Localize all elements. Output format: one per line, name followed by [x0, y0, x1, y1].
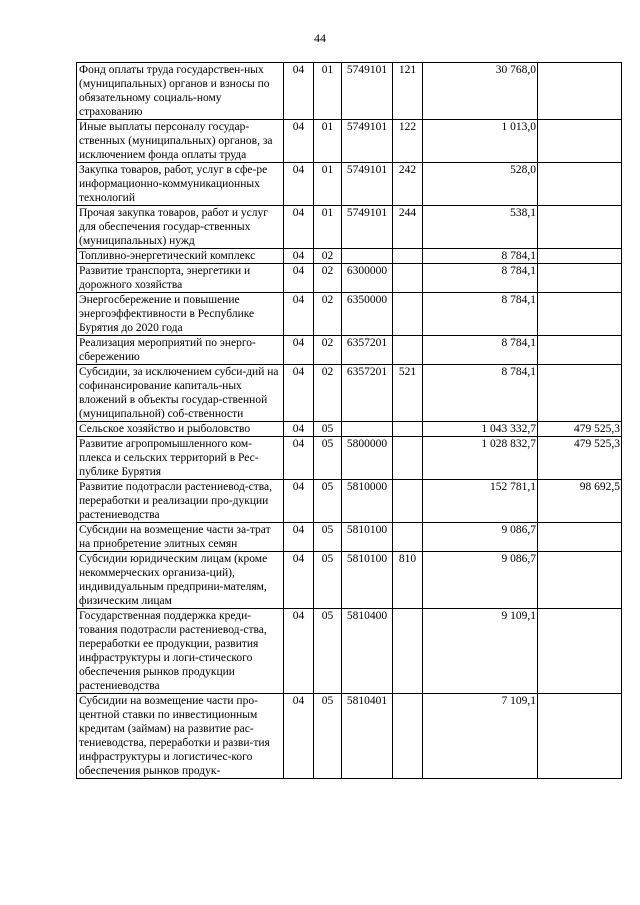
expense-type-cell	[393, 480, 423, 523]
section-code-cell: 04	[284, 694, 314, 779]
section-code-cell: 04	[284, 523, 314, 552]
target-article-cell: 5749101	[342, 63, 393, 120]
federal-amount-cell	[538, 293, 622, 336]
amount-cell: 8 784,1	[423, 293, 538, 336]
table-row	[77, 206, 622, 249]
subsection-code-cell: 01	[314, 63, 342, 120]
subsection-code-cell: 05	[314, 422, 342, 437]
row-name-cell: Прочая закупка товаров, работ и услуг для обеспечения государ-ственных (муниципальных) нужд	[77, 206, 284, 249]
federal-amount-cell	[538, 523, 622, 552]
row-name-cell: Развитие агропромышленного ком-плекса и сельских территорий в Рес-публике Бурятия	[77, 437, 284, 480]
target-article-cell: 5749101	[342, 206, 393, 249]
section-code-cell: 04	[284, 163, 314, 206]
amount-cell: 9 086,7	[423, 523, 538, 552]
table-row	[77, 365, 622, 422]
subsection-code-cell: 05	[314, 609, 342, 694]
amount-cell: 152 781,1	[423, 480, 538, 523]
target-article-cell: 6300000	[342, 264, 393, 293]
table-row	[77, 293, 622, 336]
table-row	[77, 523, 622, 552]
expense-type-cell	[393, 336, 423, 365]
budget-table-body	[77, 63, 622, 779]
subsection-code-cell: 02	[314, 336, 342, 365]
table-row	[77, 694, 622, 779]
federal-amount-cell: 479 525,3	[538, 437, 622, 480]
target-article-cell	[342, 422, 393, 437]
amount-cell: 8 784,1	[423, 336, 538, 365]
subsection-code-cell: 02	[314, 264, 342, 293]
expense-type-cell: 810	[393, 552, 423, 609]
subsection-code-cell: 01	[314, 206, 342, 249]
row-name-cell: Субсидии юридическим лицам (кроме некоммерческих организа-ций), индивидуальным предприни-мателям, физическим лицам	[77, 552, 284, 609]
federal-amount-cell	[538, 365, 622, 422]
expense-type-cell	[393, 293, 423, 336]
target-article-cell: 6357201	[342, 336, 393, 365]
subsection-code-cell: 01	[314, 120, 342, 163]
target-article-cell: 5749101	[342, 120, 393, 163]
row-name-cell: Субсидии на возмещение части про-центной ставки по инвестиционным кредитам (займам) на развитие рас-тениеводства, переработки и разви-тия инфраструктуры и логистичес-кого обеспечения рынков продук-	[77, 694, 284, 779]
federal-amount-cell	[538, 206, 622, 249]
target-article-cell: 5810100	[342, 523, 393, 552]
subsection-code-cell: 05	[314, 480, 342, 523]
amount-cell: 1 043 332,7	[423, 422, 538, 437]
subsection-code-cell: 05	[314, 437, 342, 480]
expense-type-cell	[393, 437, 423, 480]
row-name-cell: Сельское хозяйство и рыболовство	[77, 422, 284, 437]
federal-amount-cell	[538, 249, 622, 264]
subsection-code-cell: 05	[314, 523, 342, 552]
table-row	[77, 336, 622, 365]
amount-cell: 8 784,1	[423, 365, 538, 422]
subsection-code-cell: 05	[314, 552, 342, 609]
expense-type-cell: 242	[393, 163, 423, 206]
target-article-cell: 6350000	[342, 293, 393, 336]
subsection-code-cell: 02	[314, 365, 342, 422]
target-article-cell: 5810400	[342, 609, 393, 694]
row-name-cell: Закупка товаров, работ, услуг в сфе-ре информационно-коммуникационных технологий	[77, 163, 284, 206]
amount-cell: 1 013,0	[423, 120, 538, 163]
expense-type-cell: 521	[393, 365, 423, 422]
subsection-code-cell: 05	[314, 694, 342, 779]
table-row	[77, 609, 622, 694]
expense-type-cell	[393, 523, 423, 552]
row-name-cell: Субсидии на возмещение части за-трат на приобретение элитных семян	[77, 523, 284, 552]
row-name-cell: Государственная поддержка креди-тования подотрасли растениевод-ства, переработки ее продукции, развития инфраструктуры и логи-стического обеспечения рынков продукции растениеводства	[77, 609, 284, 694]
amount-cell: 9 086,7	[423, 552, 538, 609]
section-code-cell: 04	[284, 264, 314, 293]
section-code-cell: 04	[284, 120, 314, 163]
row-name-cell: Энергосбережение и повышение энергоэффективности в Республике Бурятия до 2020 года	[77, 293, 284, 336]
amount-cell: 8 784,1	[423, 249, 538, 264]
federal-amount-cell	[538, 264, 622, 293]
page-number: 44	[314, 31, 326, 45]
table-row	[77, 480, 622, 523]
target-article-cell: 5810100	[342, 552, 393, 609]
federal-amount-cell	[538, 609, 622, 694]
section-code-cell: 04	[284, 437, 314, 480]
federal-amount-cell	[538, 163, 622, 206]
table-row	[77, 120, 622, 163]
row-name-cell: Развитие подотрасли растениевод-ства, переработки и реализации про-дукции растениеводства	[77, 480, 284, 523]
target-article-cell: 5749101	[342, 163, 393, 206]
row-name-cell: Развитие транспорта, энергетики и дорожного хозяйства	[77, 264, 284, 293]
expense-type-cell: 121	[393, 63, 423, 120]
amount-cell: 1 028 832,7	[423, 437, 538, 480]
subsection-code-cell: 01	[314, 163, 342, 206]
amount-cell: 7 109,1	[423, 694, 538, 779]
table-row	[77, 552, 622, 609]
target-article-cell	[342, 249, 393, 264]
expense-type-cell: 122	[393, 120, 423, 163]
row-name-cell: Субсидии, за исключением субси-дий на софинансирование капиталь-ных вложений в объекты государ-ственной (муниципальной) соб-ственности	[77, 365, 284, 422]
section-code-cell: 04	[284, 249, 314, 264]
expense-type-cell	[393, 264, 423, 293]
amount-cell: 538,1	[423, 206, 538, 249]
table-row	[77, 264, 622, 293]
section-code-cell: 04	[284, 206, 314, 249]
target-article-cell: 6357201	[342, 365, 393, 422]
row-name-cell: Топливно-энергетический комплекс	[77, 249, 284, 264]
target-article-cell: 5810000	[342, 480, 393, 523]
section-code-cell: 04	[284, 609, 314, 694]
table-row	[77, 249, 622, 264]
section-code-cell: 04	[284, 552, 314, 609]
federal-amount-cell	[538, 694, 622, 779]
subsection-code-cell: 02	[314, 293, 342, 336]
federal-amount-cell	[538, 63, 622, 120]
target-article-cell: 5800000	[342, 437, 393, 480]
amount-cell: 30 768,0	[423, 63, 538, 120]
expense-type-cell	[393, 249, 423, 264]
section-code-cell: 04	[284, 422, 314, 437]
expense-type-cell	[393, 694, 423, 779]
table-row	[77, 437, 622, 480]
row-name-cell: Фонд оплаты труда государствен-ных (муниципальных) органов и взносы по обязательному социаль-ному страхованию	[77, 63, 284, 120]
amount-cell: 8 784,1	[423, 264, 538, 293]
federal-amount-cell: 98 692,5	[538, 480, 622, 523]
section-code-cell: 04	[284, 365, 314, 422]
federal-amount-cell: 479 525,3	[538, 422, 622, 437]
section-code-cell: 04	[284, 63, 314, 120]
budget-table	[76, 62, 622, 779]
federal-amount-cell	[538, 120, 622, 163]
section-code-cell: 04	[284, 480, 314, 523]
amount-cell: 9 109,1	[423, 609, 538, 694]
row-name-cell: Иные выплаты персоналу государ-ственных (муниципальных) органов, за исключением фонда оплаты труда	[77, 120, 284, 163]
table-row	[77, 422, 622, 437]
federal-amount-cell	[538, 552, 622, 609]
expense-type-cell: 244	[393, 206, 423, 249]
amount-cell: 528,0	[423, 163, 538, 206]
section-code-cell: 04	[284, 336, 314, 365]
expense-type-cell	[393, 609, 423, 694]
subsection-code-cell: 02	[314, 249, 342, 264]
table-row	[77, 163, 622, 206]
section-code-cell: 04	[284, 293, 314, 336]
row-name-cell: Реализация мероприятий по энерго-сбережению	[77, 336, 284, 365]
expense-type-cell	[393, 422, 423, 437]
table-row	[77, 63, 622, 120]
target-article-cell: 5810401	[342, 694, 393, 779]
federal-amount-cell	[538, 336, 622, 365]
